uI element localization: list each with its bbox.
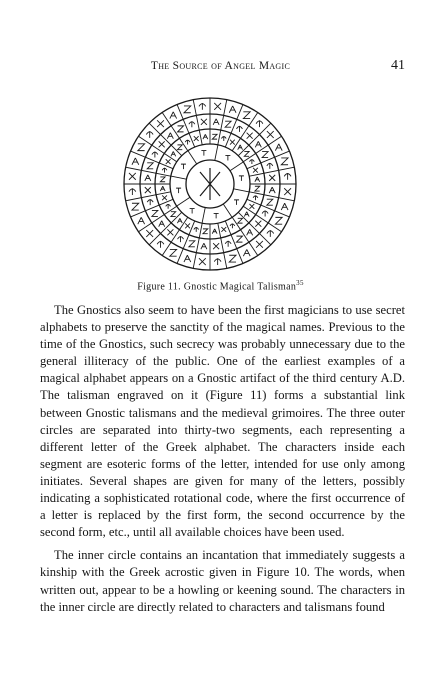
talisman-glyph bbox=[212, 134, 217, 139]
talisman-glyph bbox=[199, 258, 206, 265]
talisman-spoke bbox=[131, 199, 173, 217]
talisman-glyph bbox=[194, 136, 199, 141]
talisman-glyph bbox=[132, 203, 139, 210]
talisman-glyph bbox=[275, 217, 282, 224]
talisman-glyph bbox=[138, 144, 145, 151]
talisman-glyph bbox=[145, 175, 151, 181]
talisman-glyph bbox=[238, 145, 243, 150]
talisman-glyph bbox=[249, 159, 254, 164]
talisman-glyph bbox=[184, 255, 191, 262]
talisman-glyph bbox=[152, 210, 158, 216]
talisman-glyph bbox=[244, 151, 249, 156]
talisman-glyph bbox=[162, 168, 167, 173]
talisman-glyph bbox=[160, 186, 165, 191]
talisman-glyph bbox=[199, 103, 206, 110]
talisman-glyph bbox=[147, 163, 153, 169]
caption-title: Figure 11. Gnostic Magical Talisman bbox=[137, 281, 297, 293]
running-title: The Source of Angel Magic bbox=[150, 60, 291, 72]
talisman-glyph bbox=[275, 144, 282, 151]
talisman-glyph bbox=[267, 199, 273, 205]
talisman-glyph bbox=[281, 158, 288, 165]
talisman-glyph bbox=[185, 140, 190, 145]
page-number: 41 bbox=[391, 58, 405, 73]
talisman-glyph bbox=[221, 227, 226, 232]
talisman-glyph bbox=[229, 255, 236, 262]
talisman-glyph bbox=[269, 175, 275, 181]
talisman-glyph bbox=[146, 131, 153, 138]
talisman-glyph bbox=[236, 236, 242, 242]
talisman-glyph bbox=[256, 241, 263, 248]
talisman-glyph bbox=[229, 106, 236, 113]
talisman-glyph bbox=[178, 126, 184, 132]
talisman-glyph bbox=[170, 112, 177, 119]
figure-caption bbox=[0, 279, 441, 292]
talisman-glyph bbox=[269, 187, 275, 193]
talisman-glyph bbox=[256, 120, 263, 127]
talisman-glyph bbox=[185, 223, 190, 228]
talisman-glyph bbox=[230, 223, 235, 228]
talisman-glyph bbox=[238, 218, 243, 223]
talisman-glyph bbox=[145, 187, 151, 193]
talisman-glyph bbox=[203, 134, 208, 139]
talisman-spoke bbox=[193, 223, 202, 268]
talisman-spoke bbox=[218, 223, 227, 268]
talisman-glyph bbox=[255, 186, 260, 191]
talisman-glyph bbox=[171, 212, 176, 217]
talisman-glyph bbox=[177, 145, 182, 150]
talisman-glyph bbox=[201, 119, 207, 125]
talisman-glyph bbox=[267, 163, 273, 169]
talisman-inner-spoke bbox=[202, 208, 205, 224]
talisman-glyph bbox=[253, 195, 258, 200]
talisman-spoke bbox=[232, 217, 258, 255]
talisman-glyph bbox=[167, 229, 173, 235]
talisman-glyph bbox=[244, 212, 249, 217]
talisman-glyph bbox=[189, 241, 195, 247]
talisman-inner-spoke bbox=[171, 176, 187, 179]
talisman-glyph bbox=[159, 141, 165, 147]
talisman-glyph bbox=[157, 241, 164, 248]
talisman-glyph bbox=[166, 204, 171, 209]
talisman-inner-glyph bbox=[234, 200, 239, 205]
talisman-glyph bbox=[129, 173, 136, 180]
talisman-glyph bbox=[230, 140, 235, 145]
talisman-spoke bbox=[243, 206, 281, 232]
talisman-glyph bbox=[189, 121, 195, 127]
talisman-glyph bbox=[212, 229, 217, 234]
talisman-glyph bbox=[236, 126, 242, 132]
talisman-glyph bbox=[255, 221, 261, 227]
talisman-spoke bbox=[193, 100, 202, 145]
talisman-glyph bbox=[171, 151, 176, 156]
talisman-inner-glyph bbox=[239, 176, 244, 181]
talisman-illustration bbox=[115, 95, 305, 273]
talisman-glyph bbox=[281, 203, 288, 210]
talisman-glyph bbox=[138, 217, 145, 224]
talisman-glyph bbox=[132, 158, 139, 165]
talisman-glyph bbox=[170, 249, 177, 256]
paragraph: The Gnostics also seem to have been the first magicians to use secret alphabets to preserve the sanctity of the magical names. Previous to the time of the Gnostics, such secrecy was probably unnecessary due to the general illiteracy of the public. One of the earliest examples of a magical alphabet appears on a Gnostic artifact of the third century A.D. The talisman engraved on it (Figure 11) forms a substantial link between Gnostic talismans and the medieval grimoires. The three outer circles are separated into thirty-two segments, each representing a different letter of the Greek alphabet. The characters inside each segment are esoteric forms of the letter, intended for use only among initiates. Several shapes are given for many of the letters, possibly indicating a sophisticated rotational code, where the first occurrence of a letter is replaced by the first form, the second occurrence by the second form, etc., until all available choices have been used. bbox=[40, 303, 405, 540]
talisman-glyph bbox=[247, 229, 253, 235]
talisman-inner-spoke bbox=[177, 197, 190, 206]
talisman-glyph bbox=[243, 112, 250, 119]
talisman-glyph bbox=[255, 177, 260, 182]
talisman-figure bbox=[115, 95, 305, 273]
talisman-center-mark bbox=[200, 168, 220, 200]
talisman-inner-spoke bbox=[234, 189, 250, 192]
talisman-glyph bbox=[284, 188, 291, 195]
talisman-inner-spoke bbox=[188, 151, 197, 164]
talisman-glyph bbox=[166, 159, 171, 164]
talisman-glyph bbox=[157, 120, 164, 127]
running-head bbox=[0, 60, 441, 82]
talisman-glyph bbox=[146, 230, 153, 237]
talisman-inner-glyph bbox=[190, 209, 195, 214]
talisman-glyph bbox=[159, 221, 165, 227]
talisman-spoke bbox=[138, 136, 176, 162]
talisman-inner-glyph bbox=[225, 155, 230, 160]
talisman-glyph bbox=[203, 229, 208, 234]
talisman-spoke bbox=[162, 112, 188, 150]
talisman-glyph bbox=[243, 249, 250, 256]
talisman-glyph bbox=[253, 168, 258, 173]
body-text bbox=[40, 302, 405, 616]
talisman-inner-glyph bbox=[181, 164, 186, 169]
talisman-inner-spoke bbox=[230, 162, 243, 171]
talisman-inner-spoke bbox=[215, 145, 218, 161]
talisman-inner-spoke bbox=[223, 204, 232, 217]
talisman-glyph bbox=[221, 136, 226, 141]
talisman-glyph bbox=[214, 258, 221, 265]
talisman-glyph bbox=[255, 141, 261, 147]
caption-footnote-ref: 35 bbox=[296, 279, 304, 287]
talisman-glyph bbox=[267, 230, 274, 237]
talisman-glyph bbox=[213, 119, 219, 125]
talisman-glyph bbox=[184, 106, 191, 113]
talisman-glyph bbox=[194, 227, 199, 232]
talisman-glyph bbox=[177, 218, 182, 223]
talisman-inner-glyph bbox=[201, 151, 206, 156]
talisman-glyph bbox=[225, 121, 231, 127]
talisman-inner-glyph bbox=[214, 213, 219, 218]
talisman-glyph bbox=[201, 243, 207, 249]
talisman-inner-glyph bbox=[176, 188, 181, 193]
talisman-glyph bbox=[213, 243, 219, 249]
talisman-glyph bbox=[160, 177, 165, 182]
talisman-glyph bbox=[267, 131, 274, 138]
talisman-glyph bbox=[249, 204, 254, 209]
paragraph: The inner circle contains an incantation that immediately suggests a kinship with the Greek acrostic given in Figure 10. The words, when written out, appear to be a howling or keening sound. The characters in the inner circle are directly related to characters and talismans found bbox=[40, 548, 405, 614]
talisman-glyph bbox=[262, 152, 268, 158]
talisman-glyph bbox=[162, 195, 167, 200]
talisman-glyph bbox=[129, 188, 136, 195]
talisman-glyph bbox=[247, 133, 253, 139]
talisman-glyph bbox=[284, 173, 291, 180]
talisman-glyph bbox=[178, 236, 184, 242]
talisman-glyph bbox=[167, 133, 173, 139]
talisman-glyph bbox=[152, 152, 158, 158]
talisman-glyph bbox=[214, 103, 221, 110]
talisman-glyph bbox=[262, 210, 268, 216]
talisman-glyph bbox=[225, 241, 231, 247]
talisman-glyph bbox=[147, 199, 153, 205]
